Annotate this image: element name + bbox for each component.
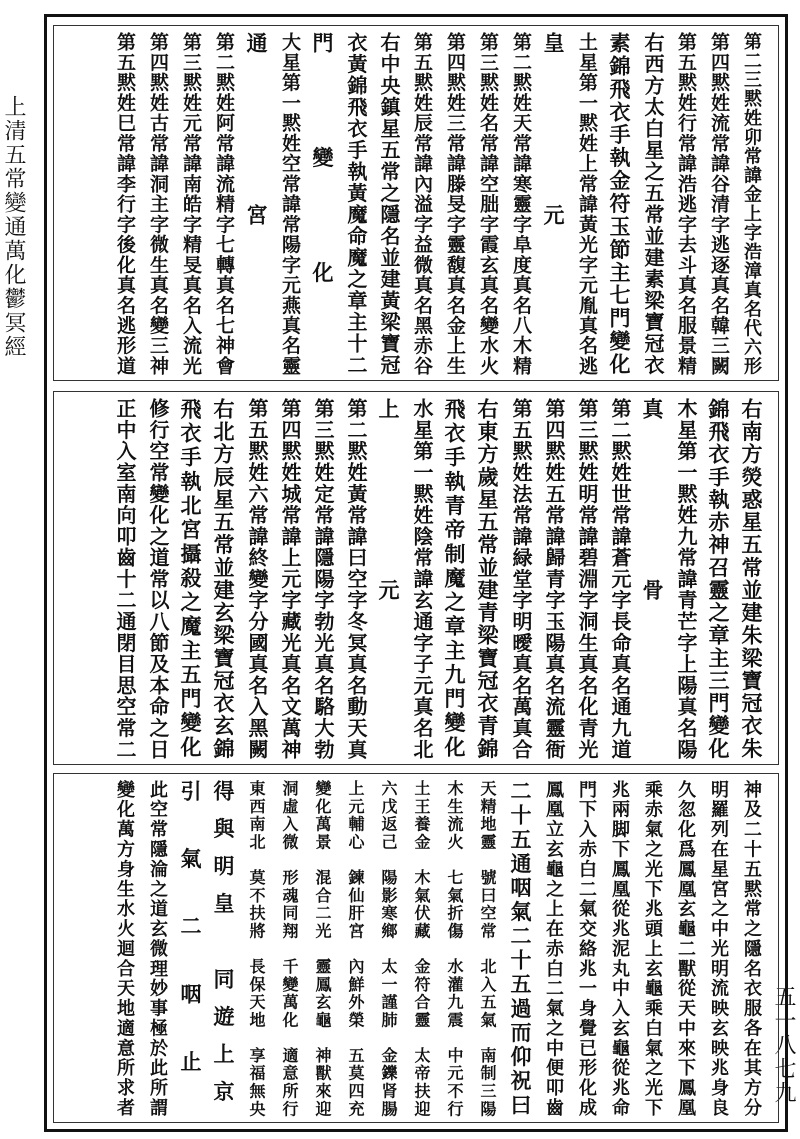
text-column: 乘赤氣之光下兆頭上玄龜乘白氣之光下 [642, 780, 663, 1118]
text-column: 正中入室南向叩齒十二通閉目思空常二 [113, 398, 137, 760]
text-column: 第三黙姓明常諱碧淵字洞生真名化青光 [575, 398, 599, 760]
text-column: 大星第一黙姓空常諱常陽字元燕真名靈 [279, 32, 301, 376]
text-column: 此空常隱淪之道玄微理妙事極於此所謂 [147, 780, 168, 1118]
text-column: 上元輔心 鍊仙肝宮 內鮮外榮 五莫四充 [346, 780, 365, 1118]
text-column: 第四黙姓城常諱上元字藏光真名文萬神 [278, 398, 302, 760]
text-column: 木星第一黙姓九常諱青芒字上陽真名陽 [674, 398, 698, 760]
text-column: 明羅列在星宮之中光明流映玄映兆身良 [708, 780, 729, 1118]
text-column: 第二黙姓天常諱寒靈字阜度真名八木精 [510, 32, 532, 376]
scripture-title-margin: 上清五常變通萬化鬱冥經 [1, 95, 26, 359]
text-column: 衣黃錦飛衣手執黃魔命魔之章主十二 [344, 32, 368, 376]
text-column: 錦飛衣手執赤神召靈之章主三門變化 [706, 398, 731, 760]
text-column: 右中央鎮星五常之隱名並建黃梁寶冠 [377, 32, 401, 376]
column-group [54, 774, 778, 1122]
text-panel-middle [53, 391, 779, 765]
text-column: 引氣二咽止 [178, 780, 203, 1118]
text-panel-top [53, 25, 779, 381]
text-column: 飛衣手執青帝制魔之章主九門變化 [442, 398, 467, 760]
text-column: 第五黙姓辰常諱內溢字益微真名黑赤谷 [411, 32, 433, 376]
column-group [54, 392, 778, 764]
text-column: 上元 [376, 398, 401, 760]
text-column: 第二黙姓世常諱蒼元字長命真名通九道 [608, 398, 632, 760]
text-column: 木生流火 七氣折傷 水灌九震 中元不行 [445, 780, 464, 1118]
text-column: 土星第一黙姓上常諱黃光字元胤真名逃 [576, 32, 598, 376]
column-group [54, 26, 778, 380]
text-column: 皇元 [541, 32, 566, 376]
text-column: 鳳凰立玄龜之上在赤白二氣之中便叩齒 [543, 780, 564, 1118]
text-column: 天精地靈 號曰空常 北入五氣 南制三陽 [478, 780, 497, 1118]
text-panel-bottom [53, 773, 779, 1123]
text-column: 變化萬方身生水火迴合天地適意所求者 [114, 780, 135, 1118]
text-column: 門變化 [310, 32, 335, 376]
text-column: 第二三黙姓卯常諱金上字浩漳真名代六形 [741, 32, 762, 376]
text-column: 得與明皇 同遊上京 [211, 780, 236, 1118]
text-column: 修行空常變化之道常以八節及本命之日 [146, 398, 170, 760]
text-column: 第四黙姓流常諱谷清字逃逐真名韓三闕 [708, 32, 730, 376]
text-column: 神及二十五黙常之隱名衣服各在其方分 [741, 780, 762, 1118]
text-column: 第三黙姓元常諱南皓字精旻真名入流光 [180, 32, 202, 376]
text-column: 久忽化爲鳳凰玄龜二獸從天中來下鳳凰 [675, 780, 696, 1118]
text-column: 通宮 [244, 32, 269, 376]
text-column: 真骨 [640, 398, 665, 760]
text-column: 飛衣手執北宮攝殺之魔主五門變化 [178, 398, 203, 760]
text-column: 右西方太白星之五常並建素梁寶冠衣 [641, 32, 665, 376]
text-column: 兆兩脚下鳳凰從兆泥丸中入玄龜從兆命 [609, 780, 630, 1118]
text-column: 二十五通咽氣二十五過而仰祝曰 [508, 780, 533, 1118]
text-column: 第四黙姓古常諱洞主字微生真名變三神 [147, 32, 169, 376]
text-column: 土王養金 木氣伏藏 金符合靈 太帝扶迎 [412, 780, 431, 1118]
text-column: 右南方熒惑星五常並建朱梁寶冠衣朱 [739, 398, 764, 760]
text-column: 第三黙姓名常諱空朏字霞玄真名變水火 [477, 32, 499, 376]
text-column: 第五黙姓行常諱浩逃字去斗真名服景精 [675, 32, 697, 376]
page-number-margin: 五一八七九 [771, 985, 796, 1105]
page-frame [44, 14, 788, 1132]
text-column: 第二黙姓阿常諱流精字七轉真名七神會 [213, 32, 235, 376]
text-column: 水星第一黙姓陰常諱玄通字子元真名北 [410, 398, 434, 760]
text-column: 第五黙姓六常諱終變字分國真名入黑闕 [245, 398, 269, 760]
text-column: 右東方歲星五常並建青梁寶冠衣青錦 [475, 398, 500, 760]
text-column: 第五黙姓巳常諱李行字後化真名逃形道 [114, 32, 136, 376]
text-column: 六戊返己 陽影寒鄉 太一謹肺 金鑠肾腸 [379, 780, 398, 1118]
text-column: 第四黙姓五常諱歸青字玉陽真名流靈衙 [542, 398, 566, 760]
text-column: 第二黙姓黃常諱曰空字冬冥真名動天真 [344, 398, 368, 760]
text-column: 第四黙姓三常諱滕旻字靈馥真名金上生 [444, 32, 466, 376]
text-column: 第五黙姓法常諱緑堂字明曖真名萬真合 [509, 398, 533, 760]
text-column: 第三黙姓定常諱隱陽字勃光真名駱大勃 [311, 398, 335, 760]
text-column: 門下入赤白二氣交絡兆一身覺已形化成 [576, 780, 597, 1118]
text-column: 素錦飛衣手執金符玉節主七門變化 [607, 32, 632, 376]
text-column: 洞虛入微 形魂同翔 千變萬化 適意所行 [280, 780, 299, 1118]
text-column: 變化萬景 混合二光 靈鳳玄龜 神獸來迎 [313, 780, 332, 1118]
text-column: 右北方辰星五常並建玄梁寶冠衣玄錦 [211, 398, 236, 760]
text-column: 東西南北 莫不扶將 長保天地 享福無央 [247, 780, 266, 1118]
